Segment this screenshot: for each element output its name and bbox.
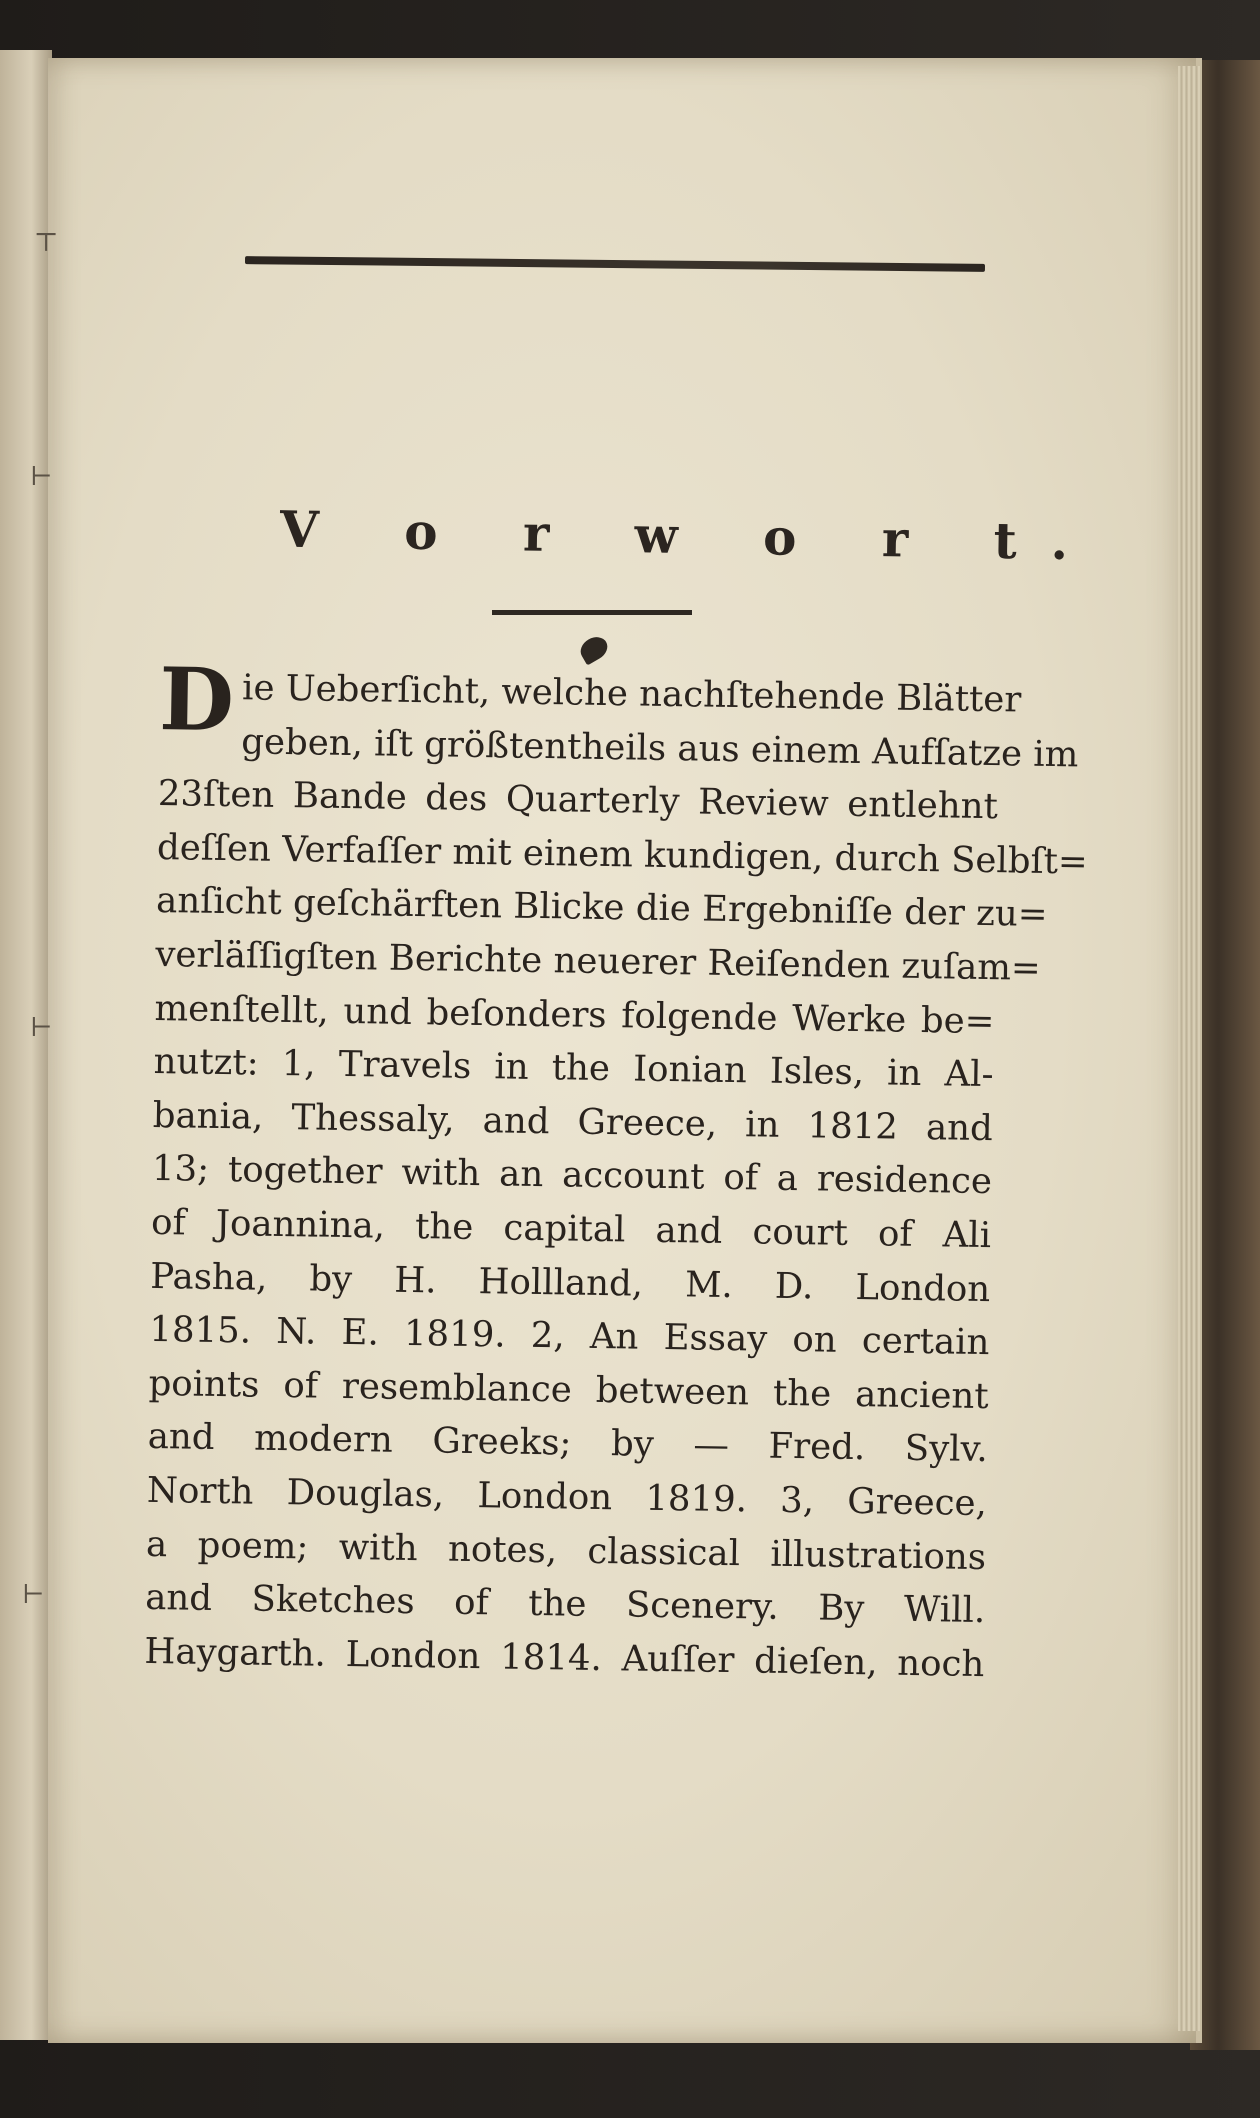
text-line: North Douglas, London 1819. 3, Greece, <box>146 1469 988 1524</box>
body-text <box>144 649 1089 1691</box>
text-line: deſſen Verfaſſer mit einem kundigen, durch Selbſt= <box>156 826 1089 883</box>
text-line: 1815. N. E. 1819. 2, An Essay on certain <box>149 1309 990 1364</box>
text-line: a poem; with notes, classical illustrations <box>145 1523 987 1578</box>
text-line: 23ſten Bande des Quarterly Review entlehnt <box>157 773 999 828</box>
text-line: menſtellt, und beſonders folgende Werke be= <box>154 987 995 1042</box>
margin-mark: ⊢ <box>22 1580 45 1610</box>
text-line: of Joannina, the capital and court of Ali <box>150 1201 992 1257</box>
drop-cap: D <box>158 649 235 752</box>
text-line: anſicht geſchärften Blicke die Ergebniſſe der zu= <box>155 880 1048 936</box>
page-stack-edge <box>1178 66 1200 2031</box>
text-line: Die Ueberſicht, welche nachſtehende Blätter <box>158 649 1022 752</box>
text-line: geben, iſt größtentheils aus einem Aufſatze im <box>240 720 1079 776</box>
heading-rule <box>492 610 692 615</box>
text-line: Haygarth. London 1814. Auſſer dieſen, noch <box>144 1630 985 1685</box>
page-title: V o r w o r t. <box>279 499 1103 572</box>
text-line: nutzt: 1, Travels in the Ionian Isles, in Al- <box>153 1041 994 1096</box>
text-line: 13; together with an account of a residence <box>151 1148 993 1203</box>
text-line: Pasha, by H. Hollland, M. D. London <box>150 1255 991 1310</box>
text-line: bania, Thessaly, and Greece, in 1812 and <box>152 1094 994 1149</box>
text-line: points of resemblance between the ancient <box>148 1362 989 1417</box>
margin-mark: ⊤ <box>34 228 59 258</box>
text-line: and modern Greeks; by — Fred. Sylv. <box>147 1416 989 1471</box>
text-line: verläſſigſten Berichte neuerer Reiſenden zuſam= <box>155 933 1042 989</box>
text-line: and Sketches of the Scenery. By Will. <box>144 1576 986 1632</box>
left-page-edge <box>0 50 52 2040</box>
margin-mark: ⊢ <box>30 462 53 492</box>
margin-mark: ⊢ <box>30 1013 53 1043</box>
